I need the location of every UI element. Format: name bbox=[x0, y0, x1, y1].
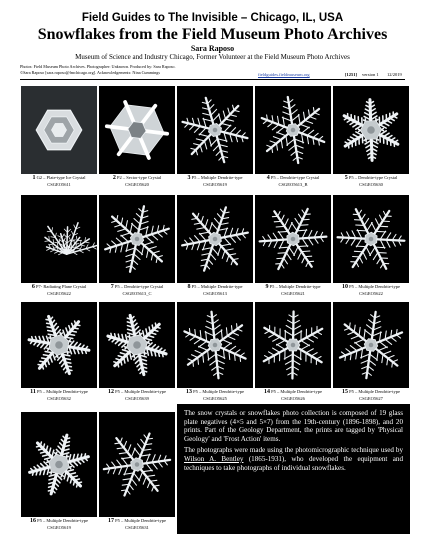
photo-caption bbox=[98, 389, 176, 401]
photo-catalog-id: CSGEO5627 bbox=[359, 395, 383, 401]
photo-caption bbox=[176, 175, 254, 187]
photo-catalog-id: CSGEO5632 bbox=[47, 395, 71, 401]
photo-type: P5 – Dendrite-type Crystal bbox=[114, 284, 164, 289]
header-divider bbox=[20, 79, 405, 80]
description-paragraph-2 bbox=[184, 446, 403, 472]
photo-number: 4 bbox=[266, 175, 270, 181]
photo-type: P5 – Multiple Dendrite-type bbox=[191, 175, 243, 180]
photo-type: P5 – Multiple Dendrite-type bbox=[36, 389, 88, 394]
guide-code: [1251] bbox=[345, 72, 357, 77]
photo-catalog-id: CSGEO5619 bbox=[47, 524, 71, 530]
photo-caption bbox=[98, 284, 176, 296]
photo-catalog-id: CSGEO5631 bbox=[125, 524, 149, 530]
credits-line-1: Photos: Field Museum Photo Archives. Photographer: Unknown. Produced by: Sara Raposo. bbox=[20, 64, 176, 69]
credits bbox=[20, 64, 260, 75]
photo-number: 15 bbox=[342, 389, 348, 395]
photo-caption bbox=[332, 175, 410, 187]
photo-type: P5 – Dendrite-type Crystal bbox=[270, 175, 320, 180]
photo-caption bbox=[20, 175, 98, 187]
author-affiliation: Museum of Science and Industry Chicago, Former Volunteer at the Field Museum Photo Archives bbox=[75, 53, 350, 61]
series-title: Field Guides to The Invisible – Chicago, IL, USA bbox=[81, 12, 344, 24]
photo-caption bbox=[254, 175, 332, 187]
photo-caption bbox=[332, 284, 410, 296]
author-name: Sara Raposo bbox=[190, 44, 235, 53]
photo-type: P5 – Dendrite-type Crystal bbox=[348, 175, 398, 180]
photo-catalog-id: CSGEO5621 bbox=[281, 290, 305, 296]
photo-catalog-id: CSGEO5620 bbox=[125, 181, 149, 187]
snowflake-photo-12 bbox=[99, 302, 175, 388]
photo-number: 17 bbox=[108, 518, 114, 524]
photo-type: P5 – Multiple Dendrite-type bbox=[271, 389, 322, 394]
photo-catalog-id: CSGEO5611 bbox=[47, 181, 71, 187]
snowflake-photo-17 bbox=[99, 412, 175, 517]
photo-number: 16 bbox=[30, 518, 36, 524]
photo-catalog-id: CSGEO5639 bbox=[125, 395, 149, 401]
photo-number: 5 bbox=[344, 175, 348, 181]
photo-number: 8 bbox=[187, 284, 191, 290]
snowflake-photo-3 bbox=[177, 86, 253, 174]
description-panel bbox=[177, 404, 410, 534]
photo-catalog-id: CSGEO5613_C bbox=[122, 290, 152, 296]
photo-caption bbox=[254, 389, 332, 401]
guide-date: 12/2019 bbox=[387, 72, 402, 77]
snowflake-photo-16 bbox=[21, 412, 97, 517]
photo-caption bbox=[98, 175, 176, 187]
snowflake-photo-10 bbox=[333, 195, 409, 283]
photo-type: P5 – Multiple Dendrite-type bbox=[115, 518, 166, 523]
photo-type: P5 – Multiple Dendrite-type bbox=[193, 389, 244, 394]
snowflake-photo-9 bbox=[255, 195, 331, 283]
photo-catalog-id: CSGEO5630 bbox=[359, 181, 383, 187]
snowflake-photo-6 bbox=[21, 195, 97, 283]
description-text-after-link: (1865-1931), who developed the equipment and techniques to take photographs of individual snowflakes. bbox=[184, 454, 403, 472]
photo-number: 13 bbox=[186, 389, 192, 395]
photo-catalog-id: CSGEO5625 bbox=[203, 395, 227, 401]
snowflake-photo-11 bbox=[21, 302, 97, 388]
photo-caption bbox=[332, 389, 410, 401]
photo-caption bbox=[254, 284, 332, 296]
photo-number: 12 bbox=[108, 389, 114, 395]
snowflake-photo-4 bbox=[255, 86, 331, 174]
photo-number: 7 bbox=[110, 284, 114, 290]
photo-type: P5 – Multiple Dendrite-type bbox=[115, 389, 166, 394]
description-paragraph-1: The snow crystals or snowflakes photo collection is composed of 19 glass plate negatives (4×5 and 5×7) from the 19th-century (1896-1898), and 20 prints. Part of the Geology Department, the prints are tagged by 'Physical Geology' and 'Frost Action' items. bbox=[184, 409, 403, 443]
snowflake-photo-7 bbox=[99, 195, 175, 283]
snowflake-photo-14 bbox=[255, 302, 331, 388]
snowflake-photo-15 bbox=[333, 302, 409, 388]
photo-caption bbox=[20, 389, 98, 401]
photo-catalog-id: CSGEO5619 bbox=[203, 181, 227, 187]
photo-caption bbox=[176, 284, 254, 296]
photo-number: 11 bbox=[30, 389, 36, 395]
snowflake-photo-13 bbox=[177, 302, 253, 388]
credits-line-2: ©Sara Raposo [sara.raposo@fmchicago.org]. Acknowledgements: Nina Cummings bbox=[20, 69, 161, 75]
photo-type: P2 – Sector-type Crystal bbox=[117, 175, 162, 180]
photo-catalog-id: CSGEO5626 bbox=[281, 395, 305, 401]
photo-catalog-id: CSGEO5613_B bbox=[278, 181, 308, 187]
photo-caption bbox=[98, 518, 176, 530]
snowflake-photo-5 bbox=[333, 86, 409, 174]
photo-type: P5 – Multiple Dendrite-type bbox=[37, 518, 88, 523]
photo-number: 6 bbox=[31, 284, 35, 290]
snowflake-photo-1 bbox=[21, 86, 97, 174]
snowflake-photo-8 bbox=[177, 195, 253, 283]
photo-type: P5 – Multiple Dendrite-type bbox=[191, 284, 243, 289]
photo-number: 2 bbox=[112, 175, 116, 181]
photo-type: P5 – Multiple Dendrite-type bbox=[349, 284, 400, 289]
photo-number: 3 bbox=[187, 175, 191, 181]
version-label: version 1 bbox=[362, 72, 379, 77]
photo-catalog-id: CSGEO5622 bbox=[47, 290, 71, 296]
bentley-link[interactable]: Wilson A. Bentley bbox=[184, 454, 244, 463]
photo-caption bbox=[20, 284, 98, 296]
photo-number: 14 bbox=[264, 389, 270, 395]
photo-caption bbox=[176, 389, 254, 401]
photo-caption bbox=[20, 518, 98, 530]
page-title: Snowflakes from the Field Museum Photo Archives bbox=[37, 26, 388, 43]
guide-url-link[interactable]: fieldguides.fieldmuseum.org bbox=[258, 72, 310, 77]
photo-number: 10 bbox=[342, 284, 348, 290]
photo-type: P5 – Multiple Dendrite-type bbox=[269, 284, 321, 289]
snowflake-photo-2 bbox=[99, 86, 175, 174]
photo-catalog-id: CSGEO5613 bbox=[203, 290, 227, 296]
photo-type: P7- Radiating Plane Crystal bbox=[36, 284, 87, 289]
photo-number: 9 bbox=[265, 284, 269, 290]
photo-catalog-id: CSGEO5622 bbox=[359, 290, 383, 296]
photo-type: P5 – Multiple Dendrite-type bbox=[349, 389, 400, 394]
description-text-before-link: The photographs were made using the photomicrographic technique used by bbox=[184, 446, 403, 455]
photo-number: 1 bbox=[32, 175, 36, 181]
photo-type: G2 – Plate-type Ice Crystal bbox=[36, 175, 86, 180]
